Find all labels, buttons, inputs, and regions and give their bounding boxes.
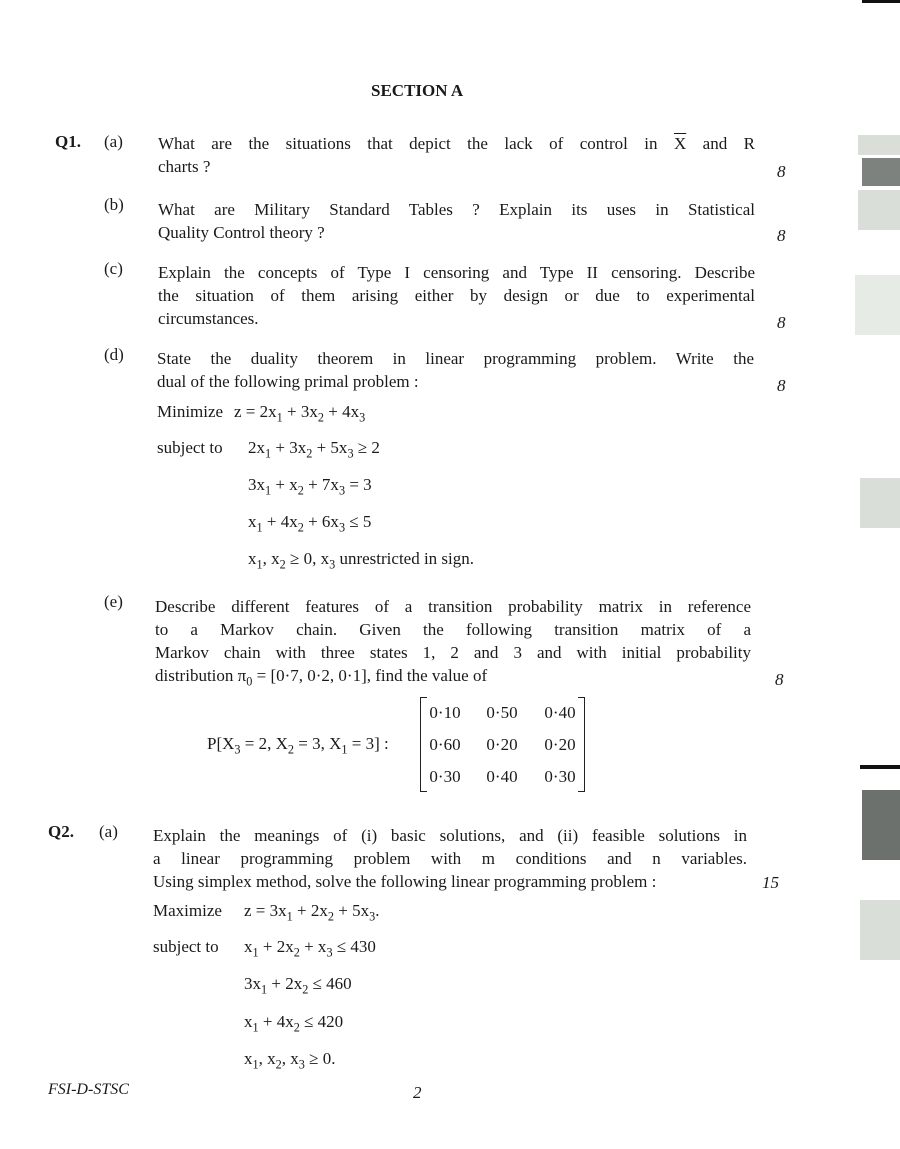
marks: 8 xyxy=(777,162,786,181)
text-line: the situation of them arising either by design or due to experimental xyxy=(158,286,755,305)
text-segment: What are the situations that depict the lack of control in xyxy=(158,134,658,153)
scan-edge-shadow xyxy=(862,158,900,186)
scan-edge-mark xyxy=(860,765,900,769)
marks: 15 xyxy=(762,873,779,892)
part-label: (b) xyxy=(104,195,124,214)
page-number: 2 xyxy=(413,1083,422,1102)
constraint: $x_1 + 2x_2 + x_3 \le 430$ xyxy=(244,937,376,960)
maximize-label: Maximize xyxy=(153,901,222,920)
text-line: Quality Control theory ? xyxy=(158,223,325,242)
part-label: (a) xyxy=(104,132,123,151)
part-label: (a) xyxy=(99,822,118,841)
text-line: Describe different features of a transition probability matrix in reference xyxy=(155,597,751,616)
text-line: circumstances. xyxy=(158,309,259,328)
part-label: (e) xyxy=(104,592,123,611)
matrix-cell: 0·40 xyxy=(486,767,518,786)
paper-code: FSI-D-STSC xyxy=(48,1081,129,1098)
text-line: dual of the following primal problem : xyxy=(157,372,419,391)
matrix-cell: 0·10 xyxy=(429,703,461,722)
text-line: charts ? xyxy=(158,157,211,176)
text-line: distribution $\pi_0 = [0\cdot 7$, 0·2, 0·1], find the value of xyxy=(155,666,488,689)
matrix-cell: 0·60 xyxy=(429,735,461,754)
question-text xyxy=(158,261,755,330)
section-title: SECTION A xyxy=(371,81,464,100)
question-text xyxy=(158,132,755,178)
subject-to-label: subject to xyxy=(153,937,219,956)
text-line: State the duality theorem in linear programming problem. Write the xyxy=(157,349,754,368)
part-label: (d) xyxy=(104,345,124,364)
constraint: $x_1 + 4x_2 + 6x_3 \le 5$ xyxy=(248,512,372,535)
text-line: Markov chain with three states 1, 2 and 3 and with initial probability xyxy=(155,643,751,662)
question-number: Q2. xyxy=(48,822,74,841)
scan-edge-shadow xyxy=(860,900,900,960)
text-line: What are Military Standard Tables ? Explain its uses in Statistical xyxy=(158,200,755,219)
matrix-cell: 0·20 xyxy=(486,735,518,754)
objective-function: $z = 3x_1 + 2x_2 + 5x_3$. xyxy=(244,901,380,924)
scan-edge-shadow xyxy=(858,135,900,155)
marks: 8 xyxy=(777,376,786,395)
minimize-label: Minimize xyxy=(157,402,224,421)
text-line: a linear programming problem with m conditions and n variables. xyxy=(153,849,747,868)
scan-edge-shadow xyxy=(855,275,900,335)
marks: 8 xyxy=(777,313,786,332)
constraint: $x_1$, $x_2 \ge 0$, $x_3$ unrestricted in sign. xyxy=(248,549,475,572)
probability-expression: $P[X_3 = 2$, $X_2 = 3$, $X_1 = 3$] : xyxy=(207,734,389,757)
constraint: $3x_1 + 2x_2 \le 460$ xyxy=(244,974,352,997)
constraint: $x_1$, $x_2$, $x_3 \ge 0$. xyxy=(244,1049,336,1072)
part-label: (c) xyxy=(104,259,123,278)
scan-edge-shadow xyxy=(858,190,900,230)
matrix-cell: 0·40 xyxy=(544,703,576,722)
matrix-cell: 0·30 xyxy=(429,767,461,786)
matrix-cell: 0·30 xyxy=(544,767,576,786)
scan-edge-shadow xyxy=(860,478,900,528)
text-line: Explain the concepts of Type I censoring and Type II censoring. Describe xyxy=(158,263,755,282)
question-text xyxy=(157,347,754,393)
matrix-cell: 0·20 xyxy=(544,735,576,754)
marks: 8 xyxy=(777,226,786,245)
marks: 8 xyxy=(775,670,784,689)
question-text xyxy=(158,198,755,244)
objective-function: $z = 2x_1 + 3x_2 + 4x_3$ xyxy=(234,402,366,425)
question-text xyxy=(155,595,751,687)
subject-to-label: subject to xyxy=(157,438,223,457)
question-text xyxy=(153,824,747,893)
constraint: $3x_1 + x_2 + 7x_3 = 3$ xyxy=(248,475,372,498)
scan-edge-mark xyxy=(862,0,900,3)
matrix-cell: 0·50 xyxy=(486,703,518,722)
text-line: to a Markov chain. Given the following transition matrix of a xyxy=(155,620,751,639)
constraint: $x_1 + 4x_2 \le 420$ xyxy=(244,1012,344,1035)
constraint: $2x_1 + 3x_2 + 5x_3 \ge 2$ xyxy=(248,438,380,461)
transition-matrix xyxy=(420,697,585,790)
text-line: Using simplex method, solve the following linear programming problem : xyxy=(153,872,657,891)
question-number: Q1. xyxy=(55,132,81,151)
scan-edge-shadow xyxy=(862,790,900,860)
text-line: Explain the meanings of (i) basic solutions, and (ii) feasible solutions in xyxy=(153,826,747,845)
text-segment: and R xyxy=(702,134,755,153)
x-bar-symbol: $\overline{X}$ xyxy=(673,134,687,153)
